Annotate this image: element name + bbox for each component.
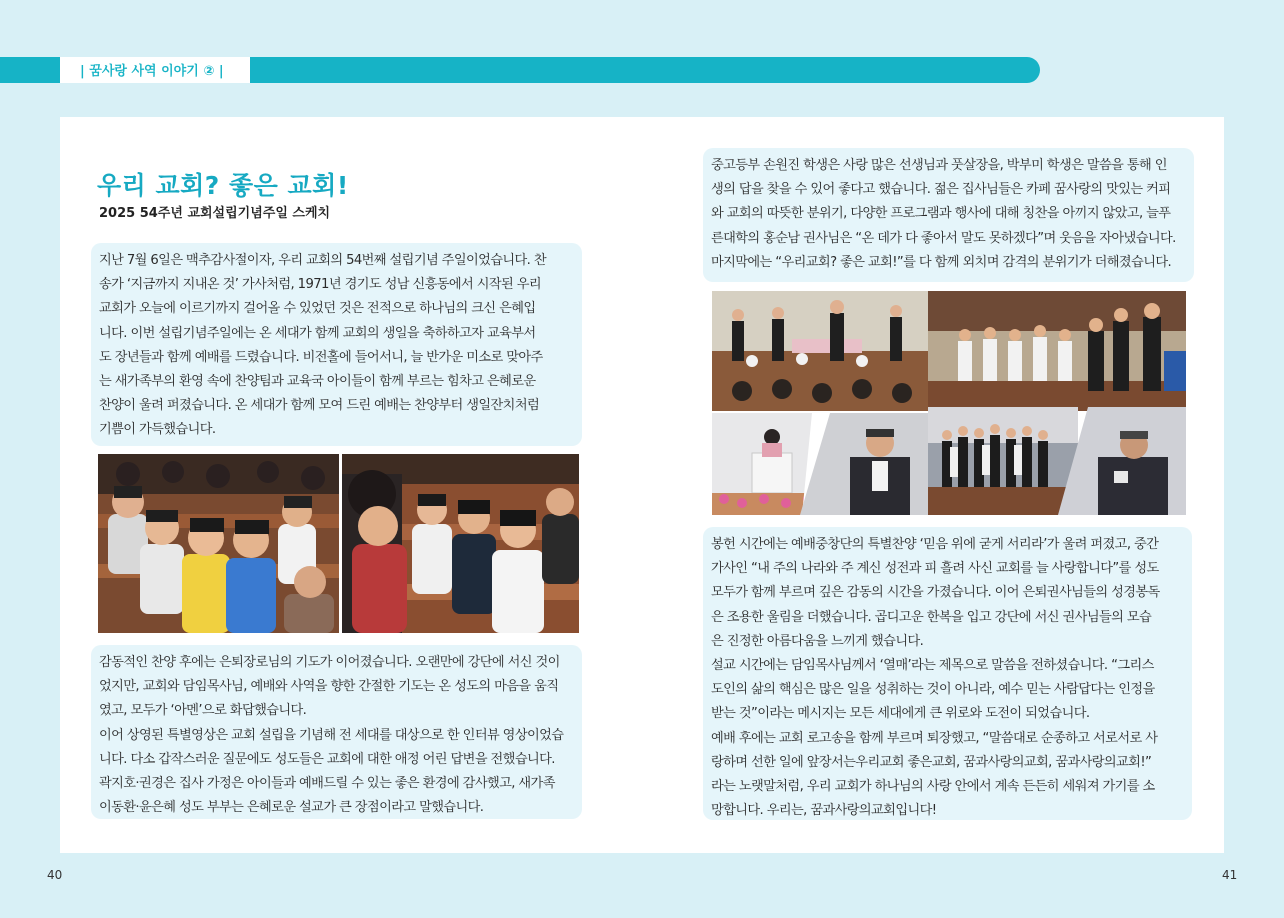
photo-choir-performance [928,407,1078,515]
text-line: 는 새가족부의 환영 속에 찬양팀과 교육국 아이들이 함께 부르는 힘차고 은혜로운 [99,374,536,390]
text-line: 도인의 삶의 핵심은 많은 일을 성취하는 것이 아니라, 예수 믿는 사람답다는 인정을 [711,682,1155,698]
text-line: 은 조용한 울림을 더했습니다. 곱디고운 한복을 입고 강단에 서신 권사님들의 모습 [711,609,1152,625]
text-line: 감동적인 찬양 후에는 은퇴장로님의 기도가 이어졌습니다. 오랜만에 강단에 서신 것이 [99,655,560,670]
text-line: 이동환·윤은혜 성도 부부는 은혜로운 설교가 큰 장점이라고 말했습니다. [99,800,484,816]
left-paragraph-1 [91,243,582,446]
photo-children-left [98,454,339,633]
text-line: 니다. 이번 설립기념주일에는 온 세대가 함께 교회의 생일을 축하하고자 교육부서 [99,325,536,341]
text-line: 중고등부 손원진 학생은 사랑 많은 선생님과 풋살장을, 박부미 학생은 말씀을 통해 인 [711,158,1167,173]
left-paragraph-2 [91,645,582,819]
page-number-right: 41 [1222,868,1238,882]
text-line: 니다. 다소 갑작스러운 질문에도 성도들은 교회에 대한 애정 어린 답변을 전했습니다. [99,751,555,767]
text-line: 곽지호·권경은 집사 가정은 아이들과 예배드릴 수 있는 좋은 환경에 감사했고, 새가족 [99,776,555,792]
text-line: 모두가 함께 부르며 깊은 감동의 시간을 가졌습니다. 이어 은퇴권사님들의 성경봉독 [711,585,1160,601]
text-line: 봉헌 시간에는 예배중창단의 특별찬양 ‘믿음 위에 굳게 서리라’가 울려 퍼졌고, 중간 [711,537,1159,552]
text-line: 받는 것”이라는 메시지는 모든 세대에게 큰 위로와 도전이 되었습니다. [711,706,1090,722]
text-line: 예배 후에는 교회 로고송을 함께 부르며 퇴장했고, “말씀대로 순종하고 서로서로 사 [711,730,1158,746]
section-label: | 꿈사랑 사역 이야기 ② | [80,64,224,79]
text-line: 기쁨이 가득했습니다. [99,422,216,438]
article-title: 우리 교회? 좋은 교회! [97,171,349,200]
text-line: 설교 시간에는 담임목사님께서 ‘열매’라는 제목으로 말씀을 전하셨습니다. “그리스 [711,658,1154,674]
section-header-tab [60,57,250,83]
photo-pastor-preaching [800,413,935,515]
right-paragraph-2 [703,527,1192,820]
photo-elder-speaking [1058,407,1186,515]
text-line: 였고, 모두가 ‘아멘’으로 화답했습니다. [99,703,307,719]
right-paragraph-1 [703,148,1194,282]
text-line: 송가 ‘지금까지 지내온 것’ 가사처럼, 1971년 경기도 성남 신흥동에서 시작된 우리 [99,277,542,293]
text-line: 도 장년들과 함께 예배를 드렸습니다. 비전홀에 들어서니, 늘 반가운 미소로 맞아주 [99,349,543,365]
page-number-left: 40 [47,868,63,882]
text-line: 지난 7월 6일은 맥추감사절이자, 우리 교회의 54번째 설립기념 주일이었습니다. 찬 [99,253,546,268]
text-line: 은 진정한 아름다움을 느끼게 했습니다. [711,633,924,649]
text-line: 생의 답을 찾을 수 있어 좋다고 했습니다. 젊은 집사님들은 카페 꿈사랑의 맛있는 커피 [711,182,1171,198]
photo-worship-team [712,291,928,411]
text-line: 망합니다. 우리는, 꿈과사랑의교회입니다! [711,803,937,819]
text-line: 른대학의 홍순남 권사님은 “온 데가 다 좋아서 말도 못하겠다”며 웃음을 자아냈습니다. [711,230,1176,246]
photo-youth-choir [928,291,1186,411]
text-line: 찬양이 울려 퍼졌습니다. 온 세대가 함께 모여 드린 예배는 찬양부터 생일잔치처럼 [99,398,540,414]
text-line: 었지만, 교회와 담임목사님, 예배와 사역을 향한 간절한 기도는 온 성도의 마음을 움직 [99,679,559,695]
text-line: 마지막에는 “우리교회? 좋은 교회!”를 다 함께 외치며 감격의 분위기가 더해졌습니다. [711,254,1172,270]
text-line: 와 교회의 따뜻한 분위기, 다양한 프로그램과 행사에 대해 칭찬을 아끼지 않았고, 늘푸 [711,206,1171,222]
text-line: 가사인 “내 주의 나라와 주 계신 성전과 피 흘려 사신 교회를 늘 사랑합니다”를 성도 [711,561,1159,577]
article-subtitle: 2025 54주년 교회설립기념주일 스케치 [99,206,331,221]
text-line: 교회가 오늘에 이르기까지 걸어올 수 있었던 것은 전적으로 하나님의 크신 은혜입 [99,301,536,317]
photo-children-right [342,454,579,633]
text-line: 이어 상영된 특별영상은 교회 설립을 기념해 전 세대를 대상으로 한 인터뷰 영상이었습 [99,727,564,743]
text-line: 랑하며 선한 일에 앞장서는우리교회 좋은교회, 꿈과사랑의교회, 꿈과사랑의교회!” [711,754,1152,770]
text-line: 라는 노랫말처럼, 우리 교회가 하나님의 사랑 안에서 계속 든든히 세워져 가기를 소 [711,779,1155,795]
